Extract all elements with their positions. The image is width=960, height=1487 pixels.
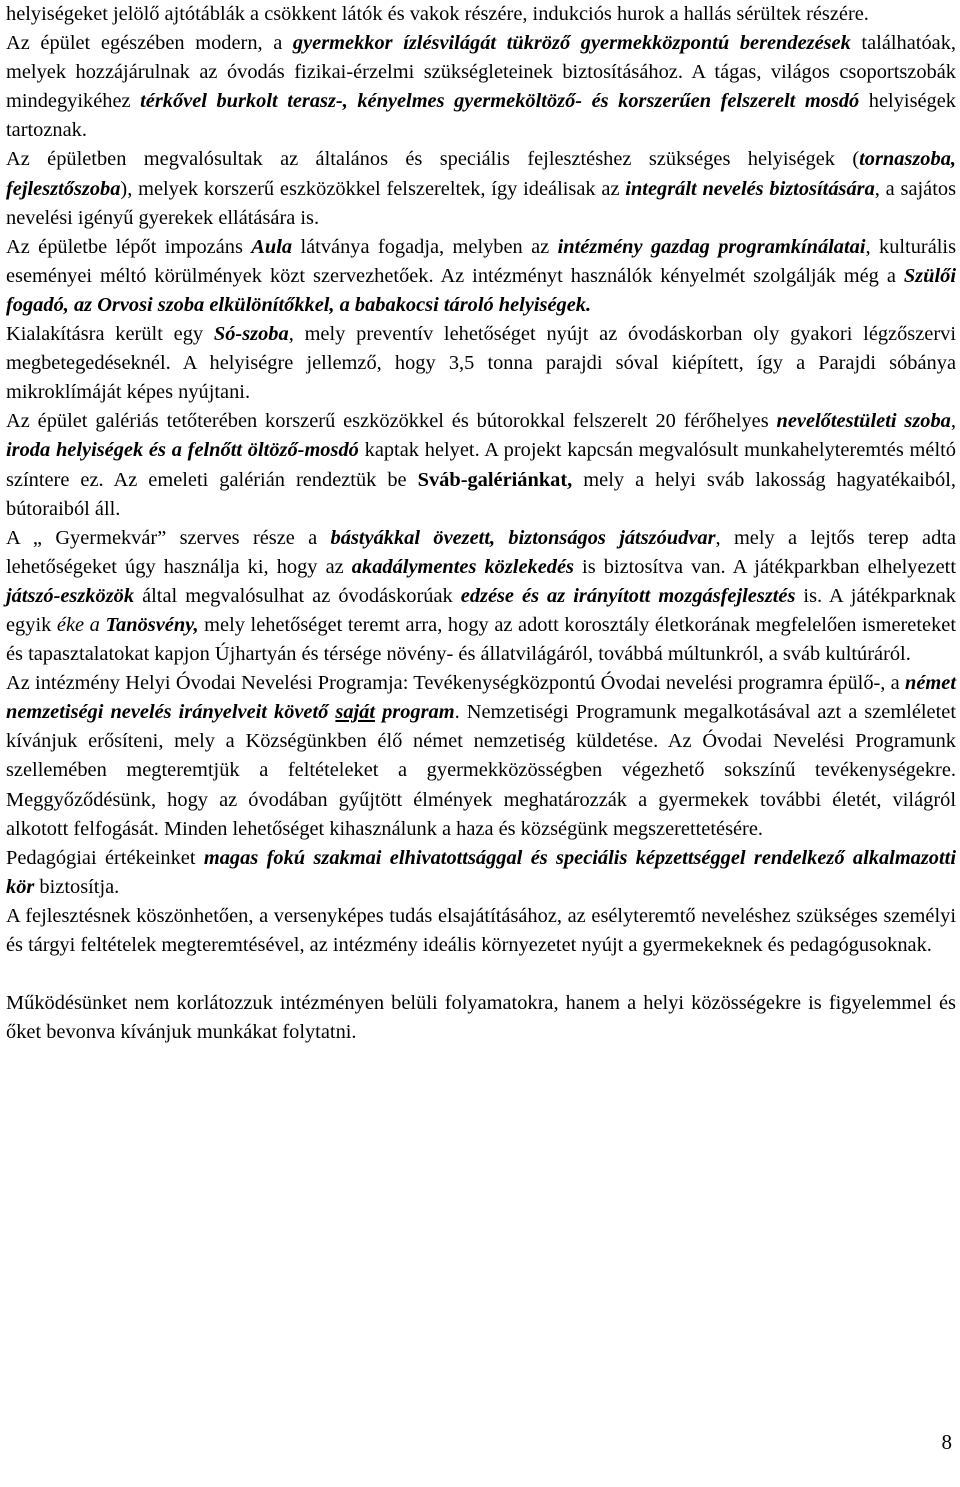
text-run: mely a helyi sváb lakosság hagyatékaiból, bútoraiból áll. bbox=[6, 468, 956, 520]
text-run: A „ Gyermekvár” szerves része a bbox=[6, 526, 331, 549]
emphasis-run: akadálymentes közlekedés bbox=[351, 555, 574, 578]
emphasis-run: éke a bbox=[56, 613, 106, 636]
paragraph-spacer bbox=[6, 960, 956, 989]
text-run: Működésünket nem korlátozzuk intézményen belüli folyamatokra, hanem a helyi közösségekre is figyelemmel és őket bevonva kívánjuk munkákat folytatni. bbox=[6, 992, 956, 1044]
emphasis-run: tornaszoba, fejlesztőszoba bbox=[6, 148, 956, 200]
emphasis-run: Só-szoba bbox=[213, 323, 289, 346]
text-run: , bbox=[950, 410, 956, 433]
emphasis-run: játszó-eszközök bbox=[6, 584, 135, 607]
text-run: is biztosítva van. A játékparkban elhelyezett bbox=[573, 555, 956, 578]
text-run: látványa fogadja, melyben az bbox=[292, 235, 558, 258]
emphasis-run: integrált nevelés biztosítására bbox=[625, 177, 875, 200]
text-run: Pedagógiai értékeinket bbox=[6, 846, 204, 869]
paragraph-development-thanks bbox=[6, 902, 956, 960]
paragraph-playground bbox=[6, 524, 956, 669]
text-run: Az épület galériás tetőterében korszerű eszközökkel és bútorokkal felszerelt 20 férőhelyes bbox=[6, 410, 777, 433]
text-run: Kialakításra került egy bbox=[6, 323, 214, 346]
emphasis-run: iroda helyiségek és a felnőtt öltöző-mosdó bbox=[6, 439, 359, 462]
text-run: , mely preventív lehetőséget nyújt az óvodáskorban oly gyakori légzőszervi megbetegedéseknél. A helyiségre jellemző, hogy 3,5 tonna parajdi sóval kiépített, így a Parajdi sóbánya mikroklímáját képes nyújtani. bbox=[6, 323, 956, 404]
text-run: , kulturális eseményei méltó körülmények közt szervezhetőek. Az intézményt használók kényelmét szolgálják még a bbox=[6, 235, 957, 287]
text-run: helyiségek tartoznak. bbox=[6, 90, 956, 142]
emphasis-run: bástyákkal övezett, biztonságos játszóudvar bbox=[330, 526, 716, 549]
text-run: ), melyek korszerű eszközökkel felszereltek, így ideálisak az bbox=[120, 177, 626, 200]
paragraph-community bbox=[6, 989, 956, 1047]
text-run: . Nemzetiségi Programunk megalkotásával azt a szemléletet kívánjuk erősíteni, mely a Községünkben élő német nemzetiség küldetése. Az Óvodai Nevelési Programunk szellemében megteremtjük a feltételeket a gyermekközösségben végezhető sokszínű tevékenységekre. Meggyőződésünk, hogy az óvodában gyűjtött élmények meghatározzák a gyermekek további életét, világról alkotott felfogását. Minden lehetőséget kihasználunk a haza és községünk megszerettetésére. bbox=[6, 701, 956, 840]
text-run: Az épületben megvalósultak az általános és speciális fejlesztéshez szükséges helyiségek ( bbox=[6, 148, 860, 171]
emphasis-run: program bbox=[375, 701, 455, 724]
emphasis-run: nevelőtestületi szoba bbox=[776, 410, 951, 433]
emphasis-run: német nemzetiségi nevelés irányelveit követő bbox=[6, 672, 956, 724]
document-page bbox=[6, 0, 956, 1047]
emphasis-run: Aula bbox=[251, 235, 293, 258]
paragraph-education-program bbox=[6, 669, 956, 844]
text-run: találhatóak, melyek hozzájárulnak az óvodás fizikai-érzelmi szükségleteinek biztosításához. A tágas, világos csoportszobák mindegyikéhez bbox=[6, 32, 956, 113]
paragraph-salt-room bbox=[6, 320, 956, 407]
text-run: A fejlesztésnek köszönhetően, a versenyképes tudás elsajátításához, az esélyteremtő neveléshez szükséges személyi és tárgyi feltételek megteremtésével, az intézmény ideális környezetet nyújt a gyermekeknek és pedagógusoknak. bbox=[6, 904, 956, 956]
paragraph-development-rooms bbox=[6, 145, 956, 232]
text-run: kaptak helyet. A projekt kapcsán megvalósult munkahelyteremtés méltó színtere ez. Az emeleti galérián rendeztük be bbox=[6, 439, 956, 491]
paragraph-gallery-attic bbox=[6, 407, 956, 523]
emphasis-run: intézmény gazdag programkínálatai bbox=[557, 235, 866, 258]
text-run: is. A játékparknak egyik bbox=[6, 584, 956, 636]
text-run: , mely a lejtős terep adta lehetőségeket úgy használja ki, hogy az bbox=[6, 526, 956, 578]
text-run: által megvalósulhat az óvodáskorúak bbox=[134, 584, 461, 607]
emphasis-run: magas fokú szakmai elhivatottsággal és speciális képzettséggel rendelkező alkalmazotti kör bbox=[6, 846, 956, 898]
paragraph-pedagogical-values bbox=[6, 844, 956, 902]
text-run: Az intézmény Helyi Óvodai Nevelési Programja: Tevékenységközpontú Óvodai nevelési programra épülő-, a bbox=[6, 672, 906, 695]
emphasis-run: saját bbox=[335, 701, 376, 724]
text-run: , a sajátos nevelési igényű gyerekek ellátására is. bbox=[6, 177, 957, 229]
emphasis-run: gyermekkor ízlésvilágát tükröző gyermekközpontú berendezések bbox=[292, 32, 851, 55]
text-run: Az épület egészében modern, a bbox=[6, 32, 293, 55]
emphasis-run: edzése és az irányított mozgásfejlesztés bbox=[460, 584, 796, 607]
text-run: helyiségeket jelölő ajtótáblák a csökkent látók és vakok részére, indukciós hurok a hallás sérültek részére. bbox=[6, 3, 869, 25]
paragraph-accessibility-end bbox=[6, 0, 956, 29]
emphasis-run: Sváb-galériánkat, bbox=[417, 468, 573, 491]
emphasis-run: térkővel burkolt terasz-, kényelmes gyermeköltöző- és korszerűen felszerelt mosdó bbox=[140, 90, 860, 113]
text-run: mely lehetőséget teremt arra, hogy az adott korosztály életkorának megfelelően ismereteket és tapasztalatokat kapjon Újhartyán és térsége növény- és állatvilágáról, továbbá múltunkról, a sváb kultúráról. bbox=[6, 613, 956, 666]
paragraph-aula bbox=[6, 233, 956, 320]
text-run: biztosítja. bbox=[34, 875, 120, 898]
text-run: Az épületbe lépőt impozáns bbox=[6, 235, 252, 258]
paragraph-building-modern bbox=[6, 29, 956, 145]
emphasis-run: Tanösvény, bbox=[105, 613, 199, 636]
emphasis-run: Szülői fogadó, az Orvosi szoba elkülönítőkkel, a babakocsi tároló helyiségek. bbox=[6, 264, 956, 316]
page-number: 8 bbox=[941, 1430, 952, 1454]
